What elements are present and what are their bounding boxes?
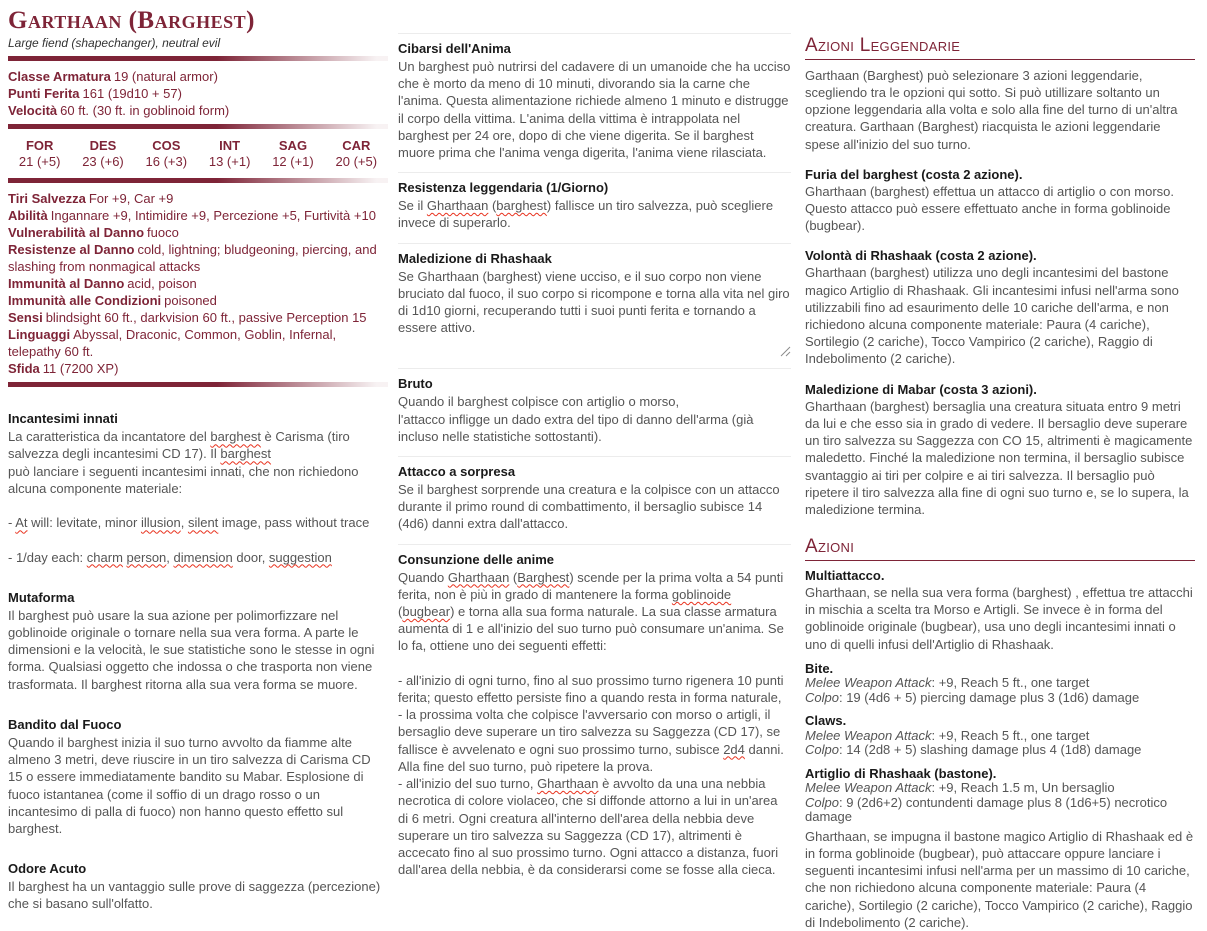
creature-properties xyxy=(8,190,388,377)
trait-text-field[interactable]: Se il barghest sorprende una creatura e la colpisce con un attacco durante il primo round di combattimento, il bersaglio subisce 14 (4d6) danni extra dall'attacco. xyxy=(398,482,780,532)
legendary-action-furia-del-barghest xyxy=(805,167,1195,235)
attack-name: Artiglio di Rhashaak (bastone). xyxy=(805,765,997,781)
textarea-resize-grip[interactable] xyxy=(780,346,791,357)
trait-title: Cibarsi dell'Anima xyxy=(398,41,511,56)
trait-text-field[interactable]: Il barghest può usare la sua azione per polimorfizzare nel goblinoide originale o tornare nella sua vera forma. A parte le dimensioni e la velocità, le sue statistiche sono le stesse in ogni forma. Qualsiasi oggetto che indossa o che trasporta non viene trasformata. Il barghest ritorna alla sua vera forma se muore. xyxy=(8,607,375,692)
attack-damage-line: Colpo: 19 (4d6 + 5) piercing damage plus 3 (1d6) damage xyxy=(805,689,1140,705)
attack-hit-line: Melee Weapon Attack: +9, Reach 1.5 m, Un bersaglio xyxy=(805,780,1115,796)
trait-title: Mutaforma xyxy=(8,589,75,605)
attack-damage-line: Colpo: 9 (2d6+2) contundenti damage plus 8 (1d6+5) necrotico damage xyxy=(805,794,1168,825)
statblock-column-middle xyxy=(398,33,791,931)
attack-bite xyxy=(805,662,1195,706)
trait-section-consunzione-delle-anime xyxy=(398,544,791,879)
attack-damage-line: Colpo: 14 (2d8 + 5) slashing damage plus 4 (1d8) damage xyxy=(805,742,1142,758)
legendary-action-title: Maledizione di Mabar (costa 3 azioni). xyxy=(805,381,1037,397)
action-title: Multiattacco. xyxy=(805,567,885,583)
legendary-actions-intro: Garthaan (Barghest) può selezionare 3 azioni leggendarie, scegliendo tra le opzioni qui sotto. Si può utillizare soltanto un opzione leggendaria alla volta e solo alla fine del turno di un'altra creatura. Garthaan (Barghest) riacquista le azioni leggendarie spese all'inizio del suo turno. xyxy=(805,67,1178,152)
languages-line: Linguaggi Abyssal, Draconic, Common, Goblin, Infernal, telepathy 60 ft. xyxy=(8,327,337,360)
damage-resistances-line: Resistenze al Danno cold, lightning; bludgeoning, piercing, and slashing from nonmagical attacks xyxy=(8,242,377,275)
ability-des: DES 23 (+6) xyxy=(82,138,124,170)
trait-title: Odore Acuto xyxy=(8,861,87,877)
legendary-actions-heading: Azioni Leggendarie xyxy=(805,35,1195,60)
attack-hit-line: Melee Weapon Attack: +9, Reach 5 ft., one target xyxy=(805,675,1090,691)
ability-cos: COS 16 (+3) xyxy=(145,138,188,170)
legendary-action-text: Gharthaan (barghest) utilizza uno degli incantesimi del bastone magico Artiglio di Rhashaak. Gli incantesimi infusi nell'arma sono utilizzabili fino ad esaurimento delle 10 cariche dell'arma, e non richiedono alcuna componente materiale: Paura (4 cariche), Sortilegio (2 cariche), Tocco Vampirico (2 cariche), Raggio di Indebolimento (2 cariche). xyxy=(805,265,1179,367)
tapered-divider xyxy=(8,124,388,129)
hit-points-line xyxy=(8,85,388,102)
trait-text-field[interactable]: Quando il barghest inizia il suo turno avvolto da fiamme alte almeno 3 metri, deve riuscire in un tiro salvezza di Carisma CD 15 o essere immediatamente bandito su Mabar. Esplosione di fuoco istantanea (come il soffio di un drago rosso o un incantesimo di palla di fuoco) non hanno questo effetto sul barghest. xyxy=(8,734,371,836)
tapered-divider xyxy=(8,382,388,387)
trait-section-bruto xyxy=(398,368,791,445)
legendary-action-volonta-di-rhashaak xyxy=(805,248,1195,367)
trait-text-field[interactable]: Un barghest può nutrirsi del cadavere di un umanoide che ha ucciso che è morto da meno di 10 minuti, divorando sia la carne che l'anima. Questa alimentazione richiede almeno 1 minuto e distrugge il corpo della vittima. L'anima della vittima è intrappolata nel barghest per 24 ore, dopo di che viene digerita. Se il barghest muore prima che l'anima venga digerita, l'anima viene rilasciata. xyxy=(398,59,791,161)
damage-vulnerabilities-line: Vulnerabilità al Danno fuoco xyxy=(8,225,179,241)
attack-claws xyxy=(805,714,1195,758)
skills-line: Abilità Ingannare +9, Intimidire +9, Percezione +5, Furtività +10 xyxy=(8,208,376,224)
trait-section-attacco-a-sorpresa xyxy=(398,456,791,533)
action-text: Gharthaan, se nella sua vera forma (barghest) , effettua tre attacchi in mischia a scelta tra Morso e Artigli. Se invece è in forma del goblinoide originale (bugbear), usa uno degli incantesimi innati o uno di quelli infusi dell'Artiglio di Rhashaak. xyxy=(805,584,1193,652)
trait-text-field[interactable]: Se il Gharthaan (barghest) fallisce un tiro salvezza, può scegliere invece di superarlo. xyxy=(398,198,774,231)
legendary-action-title: Furia del barghest (costa 2 azione). xyxy=(805,166,1023,182)
legendary-action-text: Gharthaan (barghest) bersaglia una creatura situata entro 9 metri da lui e che esso sia in grado di vedere. Il bersaglio deve superare un tiro salvezza su Saggezza con CO 15, altrimenti è magicamente maledetto. Finché la maledizione non termina, il bersaglio subisce svantaggio ai tiri per colpire e ai tiri salvezza. Il bersaglio può ripetere il tiro salvezza alla fine di ogni suo turno e, se lo supera, la maledizione termina. xyxy=(805,398,1193,517)
stat-label: Velocità xyxy=(8,103,58,119)
trait-section-bandito-dal-fuoco xyxy=(8,717,388,837)
trait-text-field[interactable]: Il barghest ha un vantaggio sulle prove di saggezza (percezione) che si basano sull'olfatto. xyxy=(8,879,381,912)
trait-section-maledizione-di-rhashaak xyxy=(398,243,791,358)
ability-sag: SAG 12 (+1) xyxy=(272,138,314,170)
attack-hit-line: Melee Weapon Attack: +9, Reach 5 ft., one target xyxy=(805,727,1090,743)
trait-text-field[interactable]: Se Gharthaan (barghest) viene ucciso, e il suo corpo non viene bruciato dal fuoco, il suo corpo si ricompone e torna alla vita nel giro di 1d10 giorni, recuperando tutti i suoi punti ferita e tornando a essere attivo. xyxy=(398,268,790,336)
senses-line: Sensi blindsight 60 ft., darkvision 60 ft., passive Perception 15 xyxy=(8,310,367,326)
damage-immunities-line: Immunità al Danno acid, poison xyxy=(8,276,197,292)
armor-class-line xyxy=(8,68,388,85)
stat-label: Classe Armatura xyxy=(8,69,111,85)
stat-value: 161 (19d10 + 57) xyxy=(82,86,182,102)
trait-section-resistenza-leggendaria xyxy=(398,172,791,231)
grip-row xyxy=(398,345,791,357)
legendary-action-text: Gharthaan (barghest) effettua un attacco di artiglio o con morso. Questo attacco può essere effettuato anche in forma goblinoide (bugbear). xyxy=(805,183,1175,234)
statblock-column-right xyxy=(805,35,1195,931)
creature-name: Garthaan (Barghest) xyxy=(8,7,255,34)
attack-artiglio-di-rhashaak xyxy=(805,767,1195,931)
attack-note: Gharthaan, se impugna il bastone magico Artiglio di Rhashaak ed è in forma goblinoide (bugbear), può attaccare oppure lanciare i seguenti incantesimi infusi nell'arma per un massimo di 10 cariche, che non richiedono alcuna componente materiale: Paura (4 cariche), Sortilegio (2 cariche), Tocco Vampirico (2 cariche), Raggio di Indebolimento (2 cariche). xyxy=(805,828,1194,930)
stat-value: 60 ft. (30 ft. in goblinoid form) xyxy=(60,103,230,119)
actions-heading: Azioni xyxy=(805,536,1195,561)
attack-name: Bite. xyxy=(805,660,834,676)
trait-title: Bruto xyxy=(398,376,433,392)
stat-label: Punti Ferita xyxy=(8,86,80,102)
tapered-divider xyxy=(8,178,388,183)
action-multiattacco xyxy=(805,568,1195,653)
statblock-column-left xyxy=(8,8,388,931)
condition-immunities-line: Immunità alle Condizioni poisoned xyxy=(8,293,217,309)
challenge-line: Sfida 11 (7200 XP) xyxy=(8,361,119,377)
speed-line xyxy=(8,102,388,119)
trait-text-field[interactable]: Quando il barghest colpisce con artiglio o morso, l'attacco infligge un dado extra del tipo di danno dell'arma (già incluso nelle statistiche sottostanti). xyxy=(398,394,754,444)
legendary-action-title: Volontà di Rhashaak (costa 2 azione). xyxy=(805,248,1037,264)
attack-name: Claws. xyxy=(805,713,847,729)
trait-title: Resistenza leggendaria (1/Giorno) xyxy=(398,180,609,196)
legendary-action-maledizione-di-mabar xyxy=(805,382,1195,518)
trait-title: Incantesimi innati xyxy=(8,411,118,427)
trait-title: Consunzione delle anime xyxy=(398,551,555,567)
ability-car: CAR 20 (+5) xyxy=(335,138,378,170)
core-stats xyxy=(8,68,388,119)
stat-value: 19 (natural armor) xyxy=(113,69,218,85)
trait-title: Attacco a sorpresa xyxy=(398,464,516,480)
trait-section-odore-acuto xyxy=(8,861,388,912)
tapered-divider xyxy=(8,56,388,61)
ability-int: INT 13 (+1) xyxy=(208,138,251,170)
trait-text-field[interactable]: La caratteristica da incantatore del barghest è Carisma (tiro salvezza degli incantesimi CD 17). Il barghest può lanciare i seguenti incantesimi innati, che non richiedono alcuna componente materiale: - At will: levitate, minor illusion, silent image, pass without trace - 1/day each: charm person, dimension door, suggestion xyxy=(8,429,370,565)
trait-section-cibarsi-dellanima xyxy=(398,33,791,161)
trait-section-incantesimi-innati xyxy=(8,411,388,566)
ability-score-table xyxy=(8,136,388,173)
ability-for: FOR 21 (+5) xyxy=(18,138,61,170)
creature-type: Large fiend (shapechanger), neutral evil xyxy=(8,36,221,51)
trait-title: Bandito dal Fuoco xyxy=(8,716,122,732)
trait-text-field[interactable]: Quando Gharthaan (Barghest) scende per la prima volta a 54 punti ferita, non è più in grado di mantenere la forma goblinoide (bugbear) e torna alla sua forma naturale. La sua classe armatura aumenta di 1 e all'inizio del suo turno può consumare un'anima. Se lo fa, ottiene uno dei seguenti effetti: - all'inizio di ogni turno, fino al suo prossimo turno rigenera 10 punti ferita; questo effetto persiste fino a quando resta in forma naturale, - la prossima volta che colpisce l'avversario con morso o artigli, il bersaglio deve superare un tiro salvezza su Saggezza (CD 17), se fallisce è avvelenato e ogni suo prossimo turno, subisce 2d4 danni. Alla fine del suo turno, può ripetere la prova. - all'inizio del suo turno, Gharthaan è avvolto da una una nebbia necrotica di colore violaceo, che si diffonde attorno a lui in un'area di 6 metri. Ogni creatura all'interno dell'area della nebbia deve superare un tiro salvezza su Saggezza (CD 17), altrimenti è accecato fino al suo prossimo turno. Ogni attacco a distanza, fuori dall'area della nebbia, è da considerarsi come se fosse alla cieca. xyxy=(398,569,784,878)
trait-title: Maledizione di Rhashaak xyxy=(398,250,552,266)
trait-section-mutaforma xyxy=(8,590,388,693)
saving-throws-line: Tiri Salvezza For +9, Car +9 xyxy=(8,191,174,207)
